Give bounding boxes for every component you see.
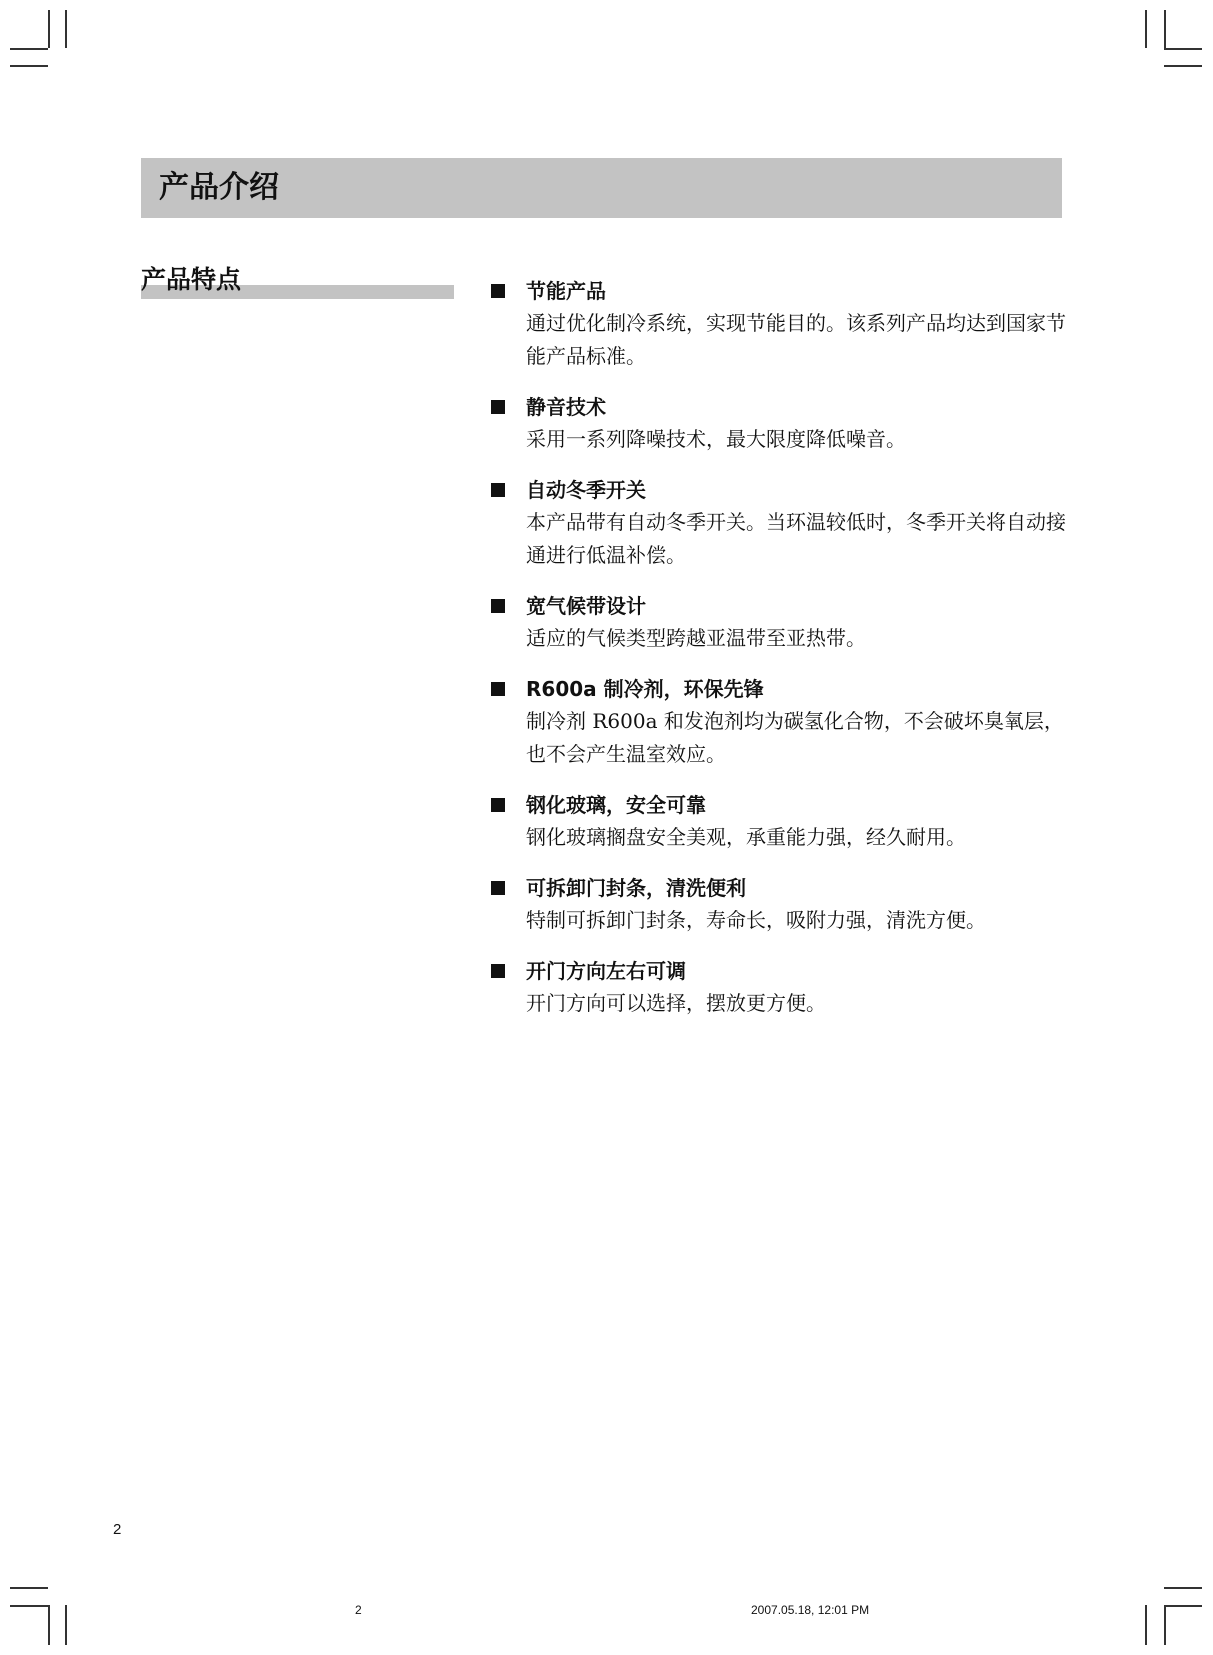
square-bullet-icon (491, 798, 505, 812)
square-bullet-icon (491, 284, 505, 298)
crop-mark (1164, 65, 1202, 67)
square-bullet-icon (491, 599, 505, 613)
feature-item (488, 591, 1068, 655)
crop-mark (1164, 1605, 1202, 1607)
square-bullet-icon (491, 483, 505, 497)
feature-description: 本产品带有自动冬季开关。当环温较低时，冬季开关将自动接通进行低温补偿。 (526, 510, 1066, 567)
footer-page-number: 2 (355, 1603, 362, 1617)
feature-description: 制冷剂 R600a 和发泡剂均为碳氢化合物，不会破坏臭氧层，也不会产生温室效应。 (526, 709, 1064, 766)
feature-item (488, 276, 1068, 373)
feature-title: 可拆卸门封条，清洗便利 (526, 876, 746, 900)
feature-item (488, 674, 1068, 771)
page-title: 产品介绍 (159, 170, 279, 205)
feature-list (488, 276, 1068, 1039)
crop-mark (10, 48, 48, 50)
feature-title: 静音技术 (526, 395, 606, 419)
crop-mark (1164, 10, 1166, 48)
feature-description: 特制可拆卸门封条，寿命长，吸附力强，清洗方便。 (526, 908, 986, 932)
crop-mark (1145, 10, 1147, 48)
crop-mark (1164, 48, 1202, 50)
crop-mark (10, 65, 48, 67)
crop-mark (10, 1587, 48, 1589)
page-title-bar (141, 158, 1062, 218)
crop-mark (65, 1605, 67, 1645)
crop-mark (10, 1605, 48, 1607)
square-bullet-icon (491, 682, 505, 696)
feature-title: 宽气候带设计 (526, 594, 646, 618)
feature-description: 钢化玻璃搁盘安全美观，承重能力强，经久耐用。 (526, 825, 966, 849)
feature-title: 节能产品 (526, 279, 606, 303)
feature-description: 适应的气候类型跨越亚温带至亚热带。 (526, 626, 866, 650)
section-heading-text: 产品特点 (141, 265, 242, 294)
feature-description: 采用一系列降噪技术，最大限度降低噪音。 (526, 427, 906, 451)
footer-timestamp: 2007.05.18, 12:01 PM (751, 1603, 870, 1617)
feature-title: 自动冬季开关 (526, 478, 646, 502)
crop-mark (48, 10, 50, 48)
feature-item (488, 475, 1068, 572)
crop-mark (65, 10, 67, 48)
feature-title: 钢化玻璃，安全可靠 (526, 793, 706, 817)
feature-item (488, 392, 1068, 456)
crop-mark (1145, 1605, 1147, 1645)
feature-title: R600a 制冷剂，环保先锋 (526, 677, 764, 701)
crop-mark (1164, 1587, 1202, 1589)
square-bullet-icon (491, 881, 505, 895)
square-bullet-icon (491, 400, 505, 414)
feature-title: 开门方向左右可调 (526, 959, 686, 983)
feature-item (488, 956, 1068, 1020)
feature-description: 通过优化制冷系统，实现节能目的。该系列产品均达到国家节能产品标准。 (526, 311, 1066, 368)
section-heading (141, 263, 454, 303)
crop-mark (48, 1605, 50, 1645)
page-number: 2 (113, 1521, 122, 1538)
feature-description: 开门方向可以选择，摆放更方便。 (526, 991, 826, 1015)
square-bullet-icon (491, 964, 505, 978)
feature-item (488, 790, 1068, 854)
crop-mark (1164, 1605, 1166, 1645)
feature-item (488, 873, 1068, 937)
